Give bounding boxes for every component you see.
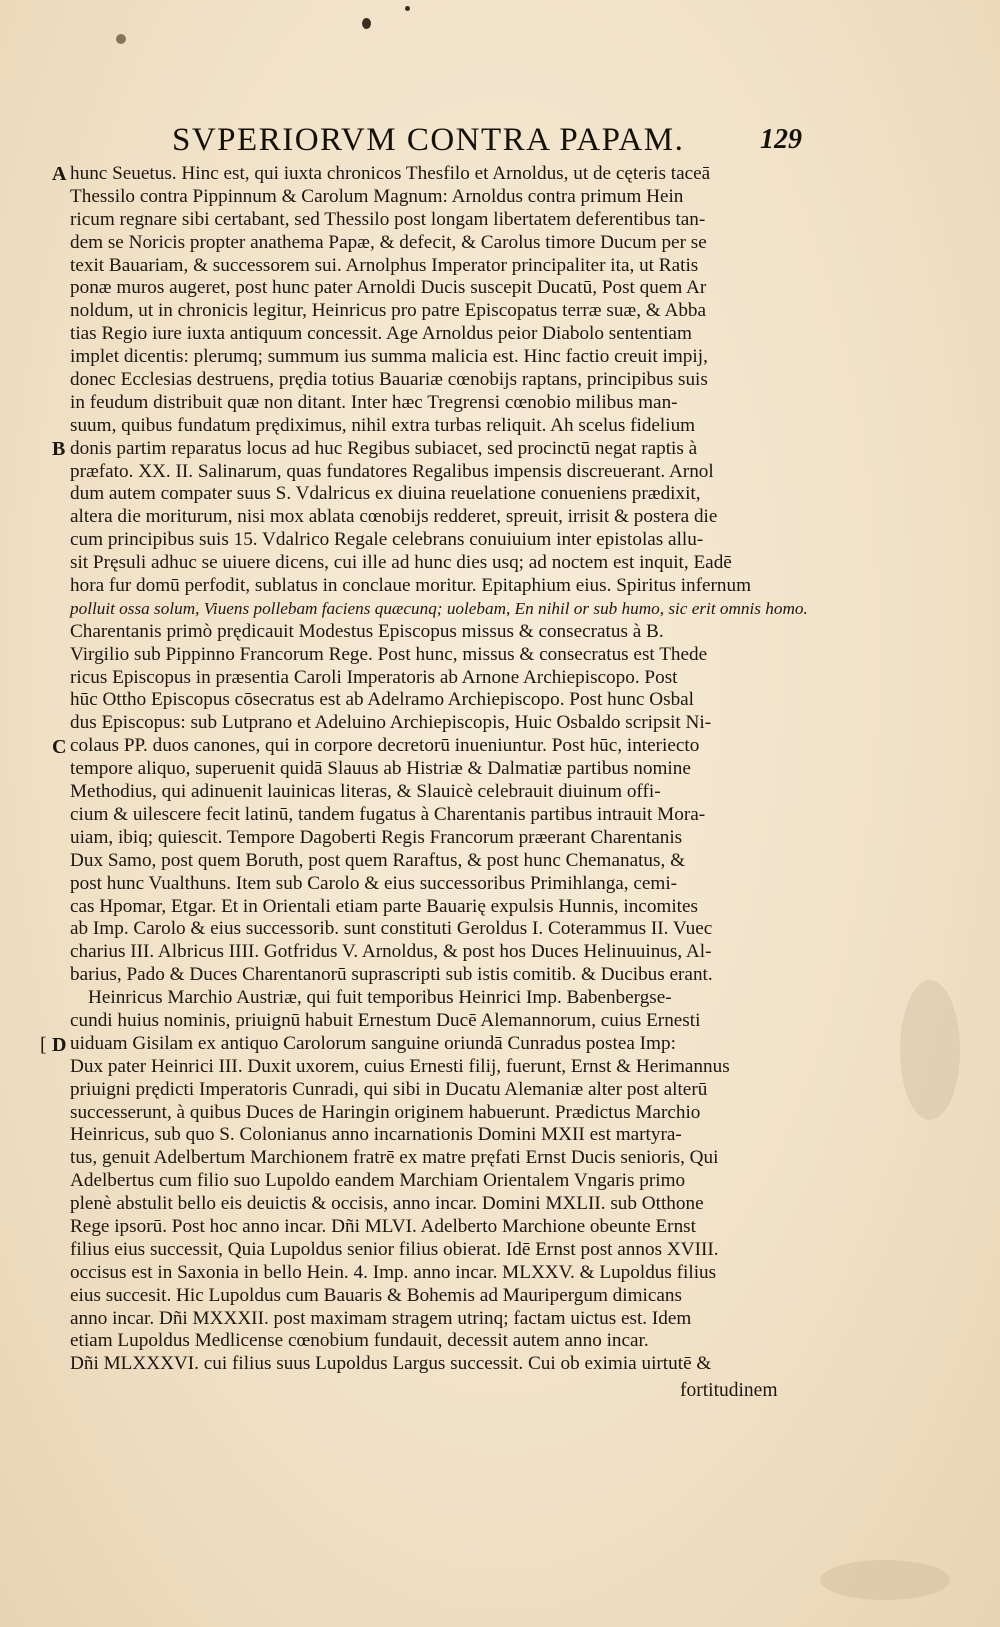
text-line: priuigni prędicti Imperatoris Cunradi, qui sibi in Ducatu Alemaniæ alter post alterū <box>70 1078 708 1100</box>
body-text <box>70 163 810 1376</box>
text-line: in feudum distribuit quæ non ditant. Inter hæc Tregrensi cœnobio milibus man- <box>70 391 678 413</box>
text-line: cundi huius nominis, priuignū habuit Ernestum Ducē Alemannorum, cuius Ernesti <box>70 1009 701 1031</box>
text-line: Dux pater Heinrici III. Duxit uxorem, cuius Ernesti filij, fuerunt, Ernst & Herimannus <box>70 1055 730 1077</box>
text-line: successerunt, à quibus Duces de Haringin originem habuerunt. Prædictus Marchio <box>70 1101 701 1123</box>
ink-speck <box>405 6 410 11</box>
text-line: colaus PP. duos canones, qui in corpore decretorū inueniuntur. Post hūc, interiecto <box>70 735 700 757</box>
text-line: noldum, ut in chronicis legitur, Heinricus pro patre Episcopatus terræ suæ, & Abba <box>70 300 707 322</box>
catchword: fortitudinem <box>680 1380 778 1401</box>
text-line: eius succesit. Hic Lupoldus cum Bauaris & Bohemis ad Mauripergum dimicans <box>70 1284 682 1306</box>
text-line: filius eius successit, Quia Lupoldus senior filius obierat. Idē Ernst post annos XVIII. <box>70 1238 719 1260</box>
paper-stain <box>900 980 960 1120</box>
text-line: ricus Episcopus in præsentia Caroli Imperatoris ab Arnone Archiepiscopo. Post <box>70 666 678 688</box>
text-line: ponæ muros augeret, post hunc pater Arnoldi Ducis suscepit Ducatū, Post quem Ar <box>70 277 707 299</box>
page-header <box>0 118 1000 158</box>
text-line: Dñi MLXXXVI. cui filius suus Lupoldus Largus successit. Cui ob eximia uirtutē & <box>70 1353 712 1375</box>
epitaph-line: polluit ossa solum, Viuens pollebam faciens quæcunq; uolebam, En nihil or sub humo, sic erit omnis homo. <box>70 598 808 618</box>
text-line: texit Bauariam, & successorem sui. Arnolphus Imperator principaliter ita, ut Ratis <box>70 254 699 276</box>
text-line: hunc Seuetus. Hinc est, qui iuxta chronicos Thesfilo et Arnoldus, ut de cęteris taceā <box>70 163 711 184</box>
text-line: donec Ecclesias destruens, prędia totius Bauariæ cœnobijs raptans, principibus suis <box>70 369 708 391</box>
text-line: ab Imp. Carolo & eius successorib. sunt constituti Geroldus I. Coterammus II. Vuec <box>70 918 713 940</box>
margin-bracket: [ <box>40 1034 47 1056</box>
text-line: tias Regio iure iuxta antiquum concessit. Age Arnoldus peior Diabolo sententiam <box>70 323 692 345</box>
text-line: etiam Lupoldus Medlicense cœnobium fundauit, decessit autem anno incar. <box>70 1330 649 1352</box>
text-line: donis partim reparatus locus ad huc Regibus subiacet, sed procinctū negat raptis à <box>70 437 698 459</box>
page-number: 129 <box>760 124 802 155</box>
text-line: præfato. XX. II. Salinarum, quas fundatores Regalibus impensis discreuerant. Arnol <box>70 460 714 482</box>
text-line: suum, quibus fundatum prędiximus, nihil extra turbas reliquit. Ah scelus fidelium <box>70 414 696 436</box>
text-line: charius III. Albricus IIII. Gotfridus V. Arnoldus, & post hos Duces Helinuuinus, Al- <box>70 941 712 963</box>
text-line: dum autem compater suus S. Vdalricus ex diuina reuelatione conueniens prædixit, <box>70 483 701 505</box>
text-line: barius, Pado & Duces Charentanorū suprascripti sub istis comitib. & Ducibus erant. <box>70 964 713 986</box>
text-line: dus Episcopus: sub Lutprano et Adeluino Archiepiscopis, Huic Osbaldo scripsit Ni- <box>70 712 712 734</box>
text-line: Rege ipsorū. Post hoc anno incar. Dñi MLVI. Adelberto Marchione obeunte Ernst <box>70 1215 696 1237</box>
text-line: cium & uilescere fecit latinū, tandem fugatus à Charentanis partibus intrauit Mora- <box>70 803 706 825</box>
text-line: Charentanis primò prędicauit Modestus Episcopus missus & consecratus à B. <box>70 620 664 642</box>
text-line: tempore aliquo, superuenit quidā Slauus ab Histriæ & Dalmatiæ partibus nomine <box>70 758 691 780</box>
text-line: cas Hpomar, Etgar. Et in Orientali etiam parte Bauarię expulsis Hunnis, incomites <box>70 895 698 917</box>
text-line: ricum regnare sibi certabant, sed Thessilo post longam libertatem deferentibus tan- <box>70 208 706 230</box>
paper-stain <box>820 1560 950 1600</box>
text-line: tus, genuit Adelbertum Marchionem fratrē ex matre pręfati Ernst Ducis senioris, Qui <box>70 1147 719 1169</box>
text-line: Thessilo contra Pippinnum & Carolum Magnum: Arnoldus contra primum Hein <box>70 185 684 207</box>
text-line: dem se Noricis propter anathema Papæ, & defecit, & Carolus timore Ducum per se <box>70 231 707 253</box>
text-line: post hunc Vualthuns. Item sub Carolo & eius successoribus Primihlanga, cemi- <box>70 872 678 894</box>
text-line: sit Pręsuli adhuc se uiuere dicens, cui ille ad hunc dies usq; ad noctem est inquit, Eadē <box>70 552 732 574</box>
text-line: anno incar. Dñi MXXXII. post maximam stragem utrinq; factam uictus est. Idem <box>70 1307 692 1329</box>
text-line: Virgilio sub Pippinno Francorum Rege. Post hunc, missus & consecratus est Thede <box>70 643 708 665</box>
text-line: Adelbertus cum filio suo Lupoldo eandem Marchiam Orientalem Vngaris primo <box>70 1170 686 1192</box>
text-line: Methodius, qui adinuenit lauinicas literas, & Slauicè celebrauit diuinum offi- <box>70 781 661 803</box>
text-line: plenè abstulit bello eis deuictis & occisis, anno incar. Domini MXLII. sub Otthone <box>70 1193 704 1215</box>
margin-marker-a: A <box>52 163 67 185</box>
ink-speck <box>116 34 126 44</box>
text-line: Dux Samo, post quem Boruth, post quem Raraftus, & post hunc Chemanatus, & <box>70 849 686 871</box>
running-title: SVPERIORVM CONTRA PAPAM. <box>172 122 685 158</box>
margin-marker-b: B <box>52 438 66 460</box>
text-line: cum principibus suis 15. Vdalrico Regale celebrans conuiuium inter epistolas allu- <box>70 529 704 551</box>
text-line: Heinricus Marchio Austriæ, qui fuit temporibus Heinrici Imp. Babenbergse- <box>88 987 672 1009</box>
text-line: Heinricus, sub quo S. Colonianus anno incarnationis Domini MXII est martyra- <box>70 1124 682 1146</box>
text-line: implet dicentis: plerumq; summum ius summa malicia est. Hinc factio creuit impij, <box>70 346 708 368</box>
margin-marker-d: D <box>52 1034 67 1056</box>
text-line: altera die moriturum, nisi mox ablata cœnobijs redderet, spreuit, irrisit & postera die <box>70 506 718 528</box>
margin-marker-c: C <box>52 736 67 758</box>
text-line: hūc Ottho Episcopus cōsecratus est ab Adelramo Archiepiscopo. Post hunc Osbal <box>70 689 695 711</box>
ink-speck <box>362 18 371 29</box>
text-line: uiam, ibiq; quiescit. Tempore Dagoberti Regis Francorum præerant Charentanis <box>70 826 683 848</box>
text-line: occisus est in Saxonia in bello Hein. 4. Imp. anno incar. MLXXV. & Lupoldus filius <box>70 1261 717 1283</box>
text-line: uiduam Gisilam ex antiquo Carolorum sanguine oriundā Cunradus postea Imp: <box>70 1032 676 1054</box>
text-line: hora fur domū perfodit, sublatus in conclaue moritur. Epitaphium eius. Spiritus infernum <box>70 575 752 597</box>
